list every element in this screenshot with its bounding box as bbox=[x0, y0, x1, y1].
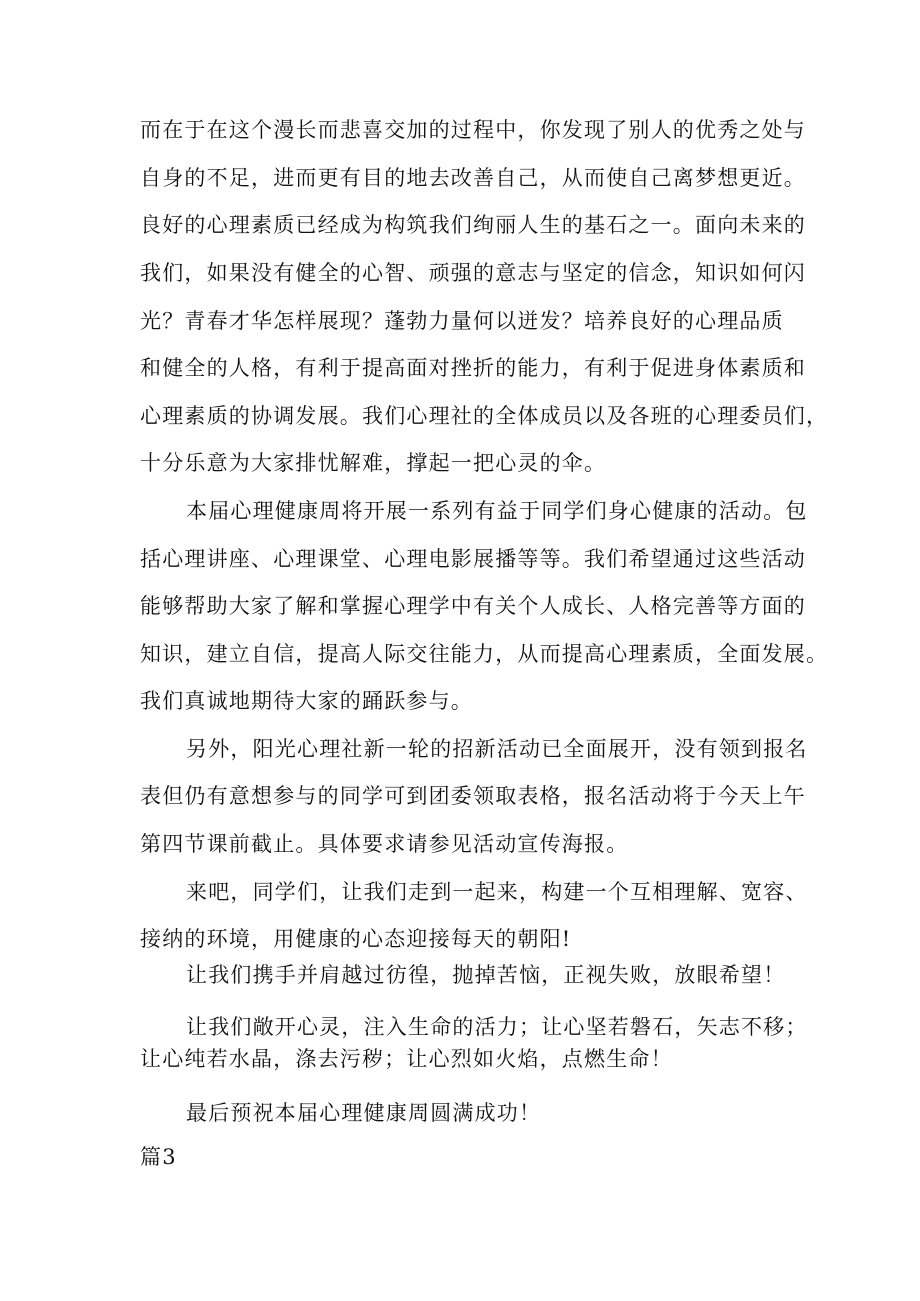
paragraph-7-line-1: 最后预祝本届心理健康周圆满成功！ bbox=[186, 1101, 542, 1125]
paragraph-1-line-4: 我们，如果没有健全的心智、顽强的意志与坚定的信念，知识如何闪 bbox=[140, 261, 806, 285]
paragraph-3-line-3: 第四节课前截止。具体要求请参见活动宣传海报。 bbox=[140, 832, 629, 856]
paragraph-4-line-1: 来吧，同学们，让我们走到一起来，构建一个互相理解、宽容、 bbox=[186, 880, 808, 904]
section-heading: 篇3 bbox=[140, 1145, 177, 1169]
paragraph-1-line-7: 心理素质的协调发展。我们心理社的全体成员以及各班的心理委员们， bbox=[140, 404, 829, 428]
paragraph-1-line-5: 光？青春才华怎样展现？蓬勃力量何以迸发？培养良好的心理品质 bbox=[140, 309, 784, 333]
paragraph-3-line-1: 另外，阳光心理社新一轮的招新活动已全面展开，没有领到报名 bbox=[186, 737, 808, 761]
paragraph-2-line-5: 我们真诚地期待大家的踊跃参与。 bbox=[140, 689, 473, 713]
paragraph-6-line-1: 让我们敞开心灵，注入生命的活力；让心坚若磐石，矢志不移； bbox=[186, 1015, 808, 1039]
paragraph-4-line-2: 接纳的环境，用健康的心态迎接每天的朝阳! bbox=[140, 927, 572, 951]
paragraph-1-line-1: 而在于在这个漫长而悲喜交加的过程中，你发现了别人的优秀之处与 bbox=[140, 118, 806, 142]
paragraph-2-line-2: 括心理讲座、心理课堂、心理电影展播等等。我们希望通过这些活动 bbox=[140, 547, 806, 571]
paragraph-1-line-3: 良好的心理素质已经成为构筑我们绚丽人生的基石之一。面向未来的 bbox=[140, 213, 806, 237]
paragraph-2-line-4: 知识，建立自信，提高人际交往能力，从而提高心理素质，全面发展。 bbox=[140, 642, 829, 666]
paragraph-1-line-2: 自身的不足，进而更有目的地去改善自己，从而使自己离梦想更近。 bbox=[140, 166, 806, 190]
paragraph-1-line-6: 和健全的人格，有利于提高面对挫折的能力，有利于促进身体素质和 bbox=[140, 356, 806, 380]
paragraph-6-line-2: 让心纯若水晶，涤去污秽；让心烈如火焰，点燃生命！ bbox=[140, 1047, 673, 1071]
paragraph-2-line-3: 能够帮助大家了解和掌握心理学中有关个人成长、人格完善等方面的 bbox=[140, 594, 806, 618]
paragraph-3-line-2: 表但仍有意想参与的同学可到团委领取表格，报名活动将于今天上午 bbox=[140, 784, 806, 808]
paragraph-5-line-1: 让我们携手并肩越过彷徨，抛掉苦恼，正视失败，放眼希望！ bbox=[186, 963, 786, 987]
paragraph-2-line-1: 本届心理健康周将开展一系列有益于同学们身心健康的活动。包 bbox=[186, 499, 808, 523]
paragraph-1-line-8: 十分乐意为大家排忧解难，撑起一把心灵的伞。 bbox=[140, 451, 607, 475]
